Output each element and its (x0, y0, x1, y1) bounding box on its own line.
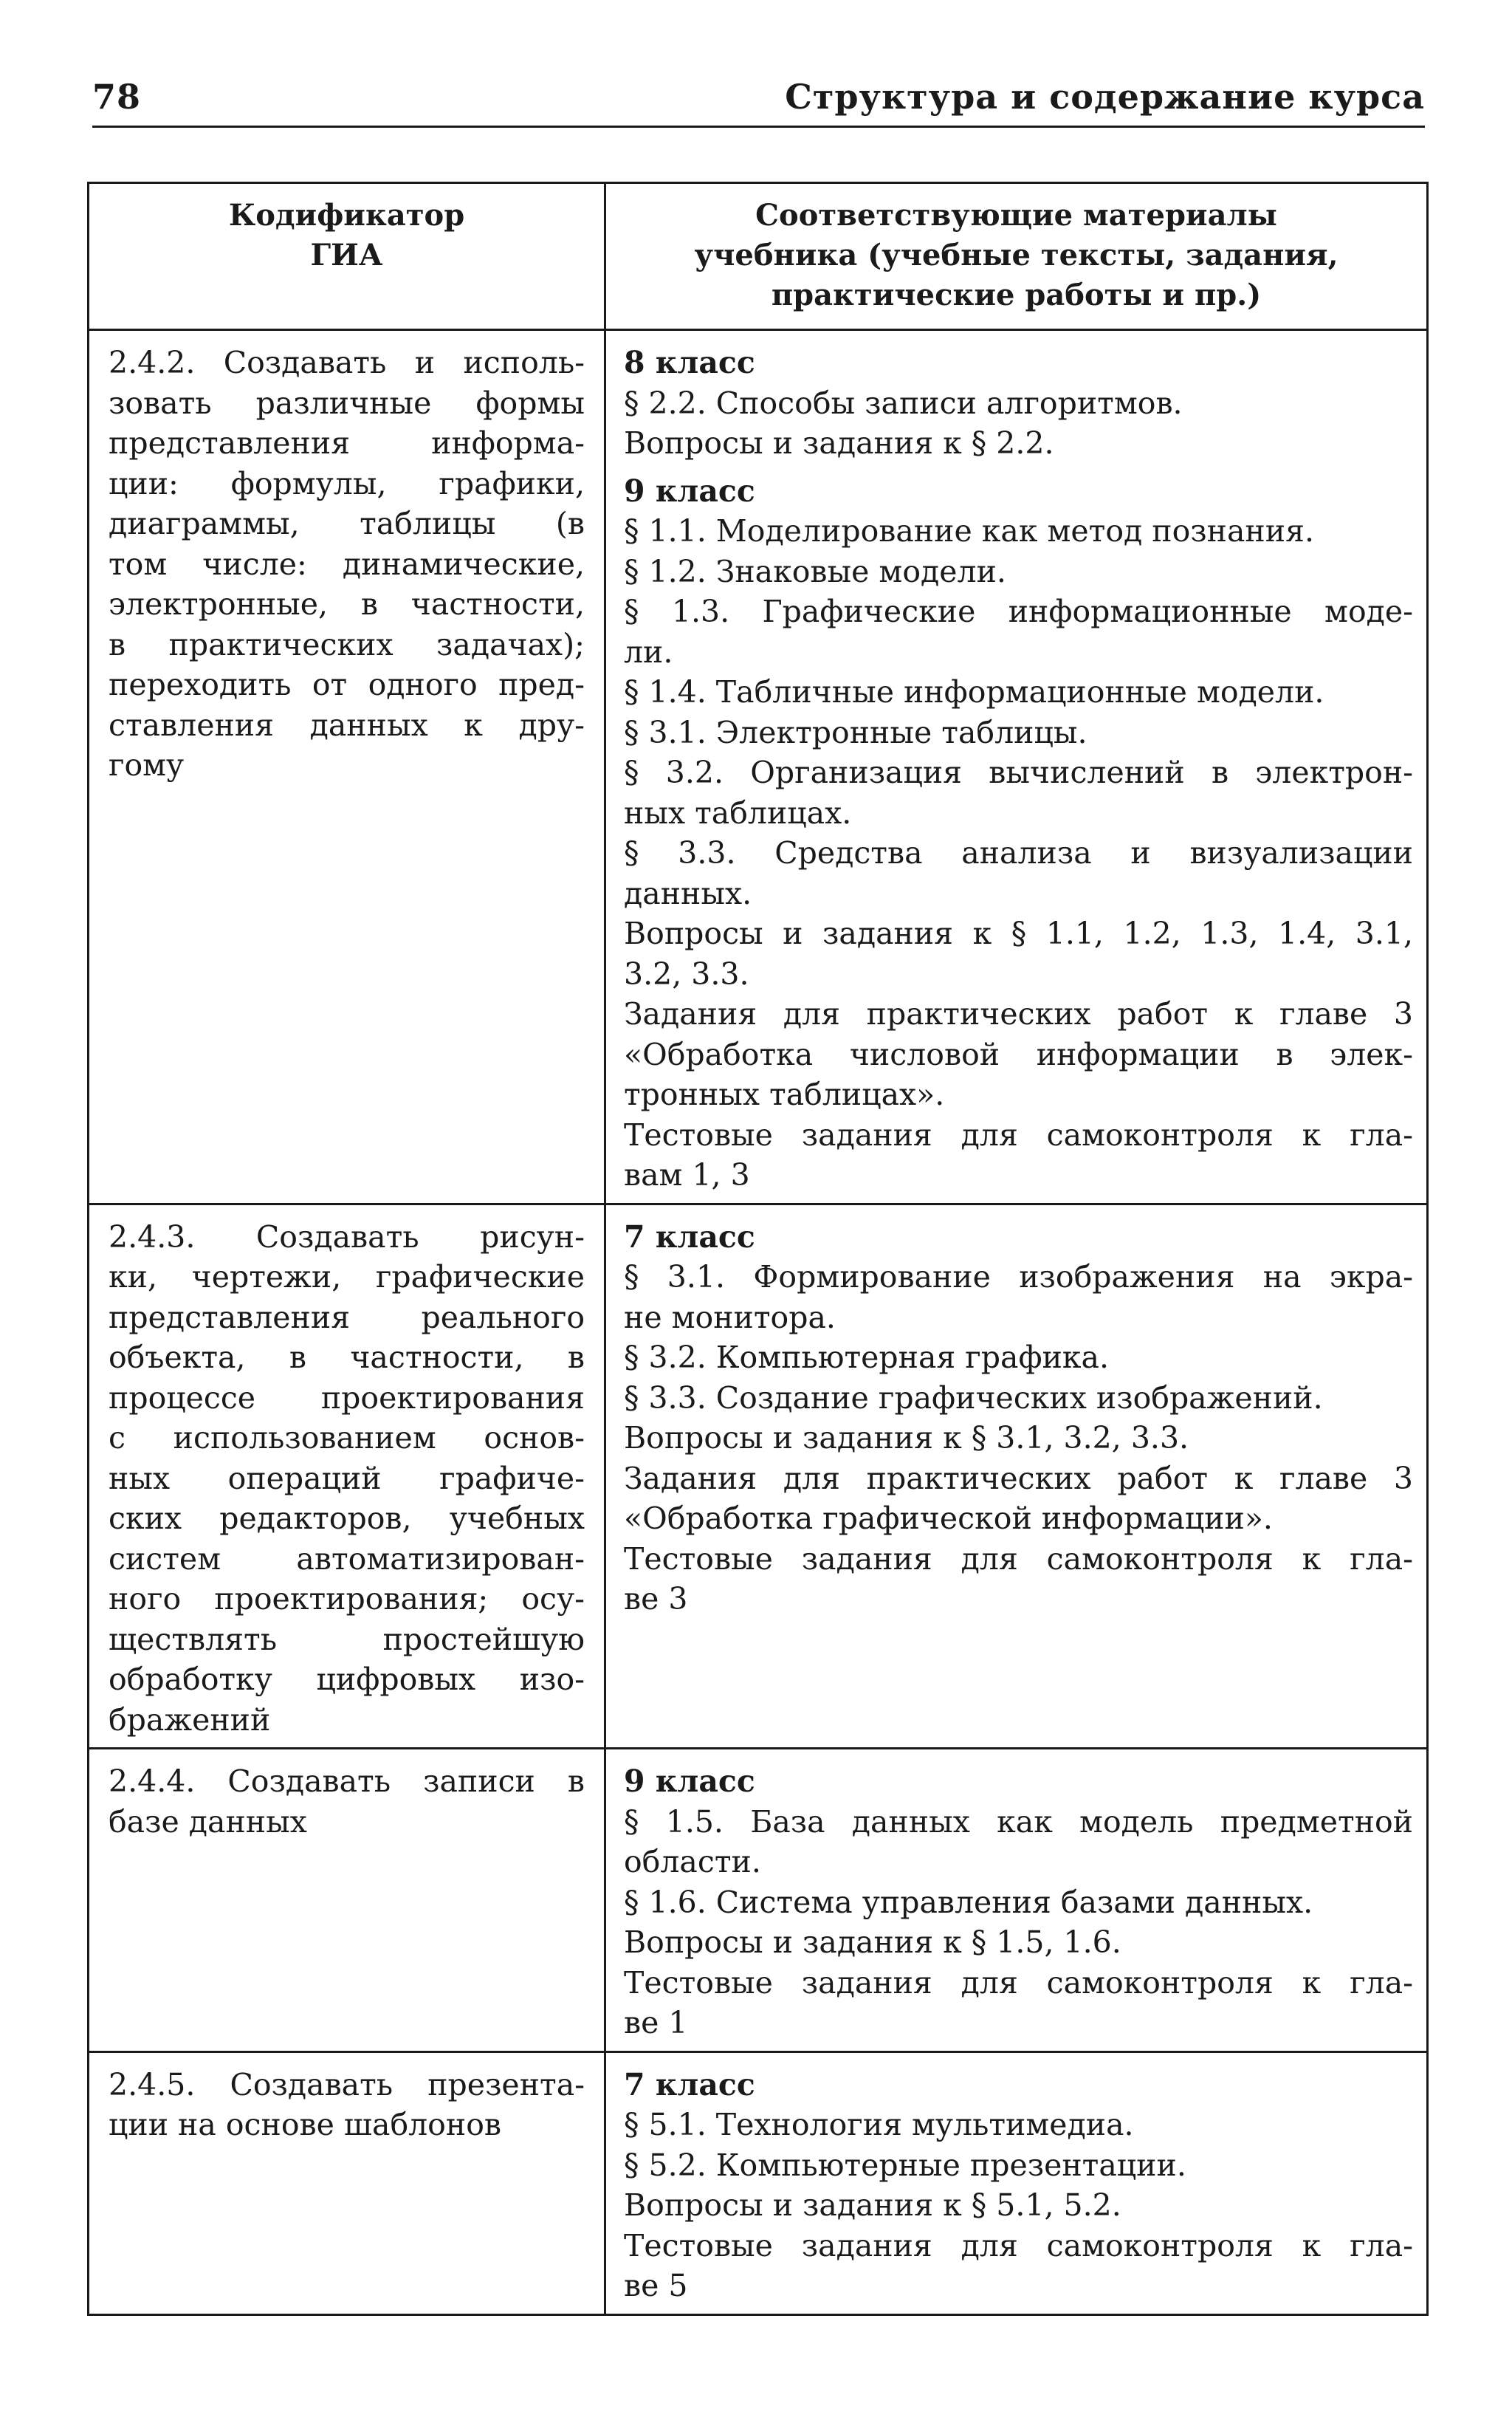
material-line: Тестовые задания для самоконтроля к гла- (624, 1117, 1413, 1153)
requirement-line: ции: формулы, графики, (109, 465, 585, 501)
requirement-line: с использованием основ- (109, 1420, 585, 1456)
requirement-line: том числе: динамические, (109, 546, 585, 582)
requirement-line: диаграммы, таблицы (в (109, 506, 585, 541)
material-line: ных таблицах. (624, 795, 852, 831)
header-line: практические работы и пр.) (771, 278, 1262, 312)
material-line: Тестовые задания для самоконтроля к гла- (624, 1540, 1413, 1577)
requirement-line: представления информа- (109, 425, 585, 461)
grade-heading: 8 класс (624, 345, 755, 380)
header-line: Соответствующие материалы (755, 198, 1277, 233)
requirement-line: переходить от одного пред- (109, 667, 585, 702)
requirement-line: процессе проектирования (109, 1379, 585, 1416)
requirement-cell (89, 2051, 605, 2314)
header-line: учебника (учебные тексты, задания, (694, 238, 1339, 272)
requirement-line: ставления данных к дру- (109, 707, 585, 743)
material-line: Вопросы и задания к § 3.1, 3.2, 3.3. (624, 1420, 1189, 1456)
table-row (89, 330, 1428, 1204)
requirement-cell (89, 330, 605, 1204)
material-line: ве 1 (624, 2005, 688, 2040)
requirement-line: в практических задачах); (109, 626, 585, 662)
page-number: 78 (92, 77, 142, 117)
requirement-line: ных операций графиче- (109, 1460, 585, 1496)
requirement-line: электронные, в частности, (109, 586, 585, 622)
material-line: Задания для практических работ к главе 3 (624, 996, 1413, 1032)
requirement-line: гому (109, 747, 185, 783)
material-line: данных. (624, 875, 752, 911)
material-line: Тестовые задания для самоконтроля к гла- (624, 1964, 1413, 2001)
material-line: ве 3 (624, 1581, 688, 1617)
materials-cell (605, 1204, 1428, 1749)
requirement-line: бражений (109, 1701, 271, 1738)
material-line: Вопросы и задания к § 5.1, 5.2. (624, 2187, 1121, 2223)
material-line: Вопросы и задания к § 2.2. (624, 425, 1054, 461)
requirement-line: обработку цифровых изо- (109, 1662, 585, 1697)
material-line: § 3.2. Организация вычислений в электрон- (624, 755, 1413, 790)
material-line: § 1.3. Графические информационные моде- (624, 594, 1413, 629)
materials-cell (605, 1749, 1428, 2052)
material-line: § 3.2. Компьютерная графика. (624, 1340, 1110, 1375)
material-line: § 3.3. Средства анализа и визуализации (624, 835, 1413, 871)
requirement-line: 2.4.2. Создавать и исполь- (109, 345, 585, 380)
codifier-table (87, 182, 1429, 2316)
material-line: § 1.5. База данных как модель предметной (624, 1803, 1413, 1840)
table-row (89, 1204, 1428, 1749)
requirement-line: зовать различные формы (109, 385, 585, 421)
grade-heading: 7 класс (624, 2066, 755, 2102)
page-header (92, 74, 1425, 128)
grade-heading: 9 класс (624, 1763, 755, 1799)
material-line: § 1.1. Моделирование как метод познания. (624, 513, 1314, 549)
requirement-line: ки, чертежи, графические (109, 1259, 585, 1295)
table-body (89, 330, 1428, 2315)
grade-heading: 7 класс (624, 1218, 755, 1255)
material-line: § 5.1. Технология мультимедиа. (624, 2107, 1134, 2142)
requirement-line: представления реального (109, 1299, 585, 1335)
material-line: § 5.2. Компьютерные презентации. (624, 2147, 1186, 2183)
materials-cell (605, 2051, 1428, 2314)
requirement-line: ного проектирования; осу- (109, 1581, 585, 1617)
grade-heading: 9 класс (624, 473, 755, 509)
material-line: тронных таблицах». (624, 1077, 945, 1112)
requirement-line: ских редакторов, учебных (109, 1501, 585, 1536)
requirement-line: 2.4.4. Создавать записи в (109, 1763, 585, 1799)
material-line: § 1.2. Знаковые модели. (624, 553, 1006, 589)
requirement-line: ществлять простейшую (109, 1621, 585, 1657)
requirement-line: 2.4.5. Создавать презента- (109, 2066, 585, 2102)
material-line: не монитора. (624, 1299, 836, 1335)
material-line: Вопросы и задания к § 1.1, 1.2, 1.3, 1.4, 3.1, (624, 916, 1413, 951)
material-line: § 1.4. Табличные информационные модели. (624, 674, 1324, 710)
table-header-row (89, 183, 1428, 330)
material-line: § 3.3. Создание графических изображений. (624, 1379, 1323, 1416)
material-line: ли. (624, 634, 673, 670)
material-line: Тестовые задания для самоконтроля к гла- (624, 2227, 1413, 2263)
material-line: Вопросы и задания к § 1.5, 1.6. (624, 1924, 1121, 1960)
material-line: § 3.1. Электронные таблицы. (624, 714, 1087, 750)
material-line: вам 1, 3 (624, 1157, 750, 1193)
material-line: «Обработка графической информации». (624, 1501, 1273, 1536)
requirement-line: систем автоматизирован- (109, 1540, 585, 1577)
table-row (89, 1749, 1428, 2052)
requirement-line: базе данных (109, 1803, 307, 1840)
requirement-line: ции на основе шаблонов (109, 2107, 501, 2142)
material-line: ве 5 (624, 2268, 688, 2303)
header-materials (605, 183, 1428, 330)
material-line: § 1.6. Система управления базами данных. (624, 1884, 1313, 1920)
requirement-cell (89, 1749, 605, 2052)
header-line: ГИА (310, 238, 383, 272)
materials-cell (605, 330, 1428, 1204)
material-line: § 2.2. Способы записи алгоритмов. (624, 385, 1183, 421)
requirement-line: 2.4.3. Создавать рисун- (109, 1218, 585, 1255)
material-line: 3.2, 3.3. (624, 956, 749, 992)
material-line: Задания для практических работ к главе 3 (624, 1460, 1413, 1496)
requirement-cell (89, 1204, 605, 1749)
material-line: «Обработка числовой информации в элек- (624, 1036, 1413, 1072)
material-line: § 3.1. Формирование изображения на экра- (624, 1259, 1413, 1295)
header-line: Кодификатор (228, 198, 465, 233)
material-line: области. (624, 1844, 761, 1879)
header-codifier (89, 183, 605, 330)
running-title: Структура и содержание курса (785, 77, 1425, 117)
requirement-line: объекта, в частности, в (109, 1340, 585, 1375)
table-row (89, 2051, 1428, 2314)
